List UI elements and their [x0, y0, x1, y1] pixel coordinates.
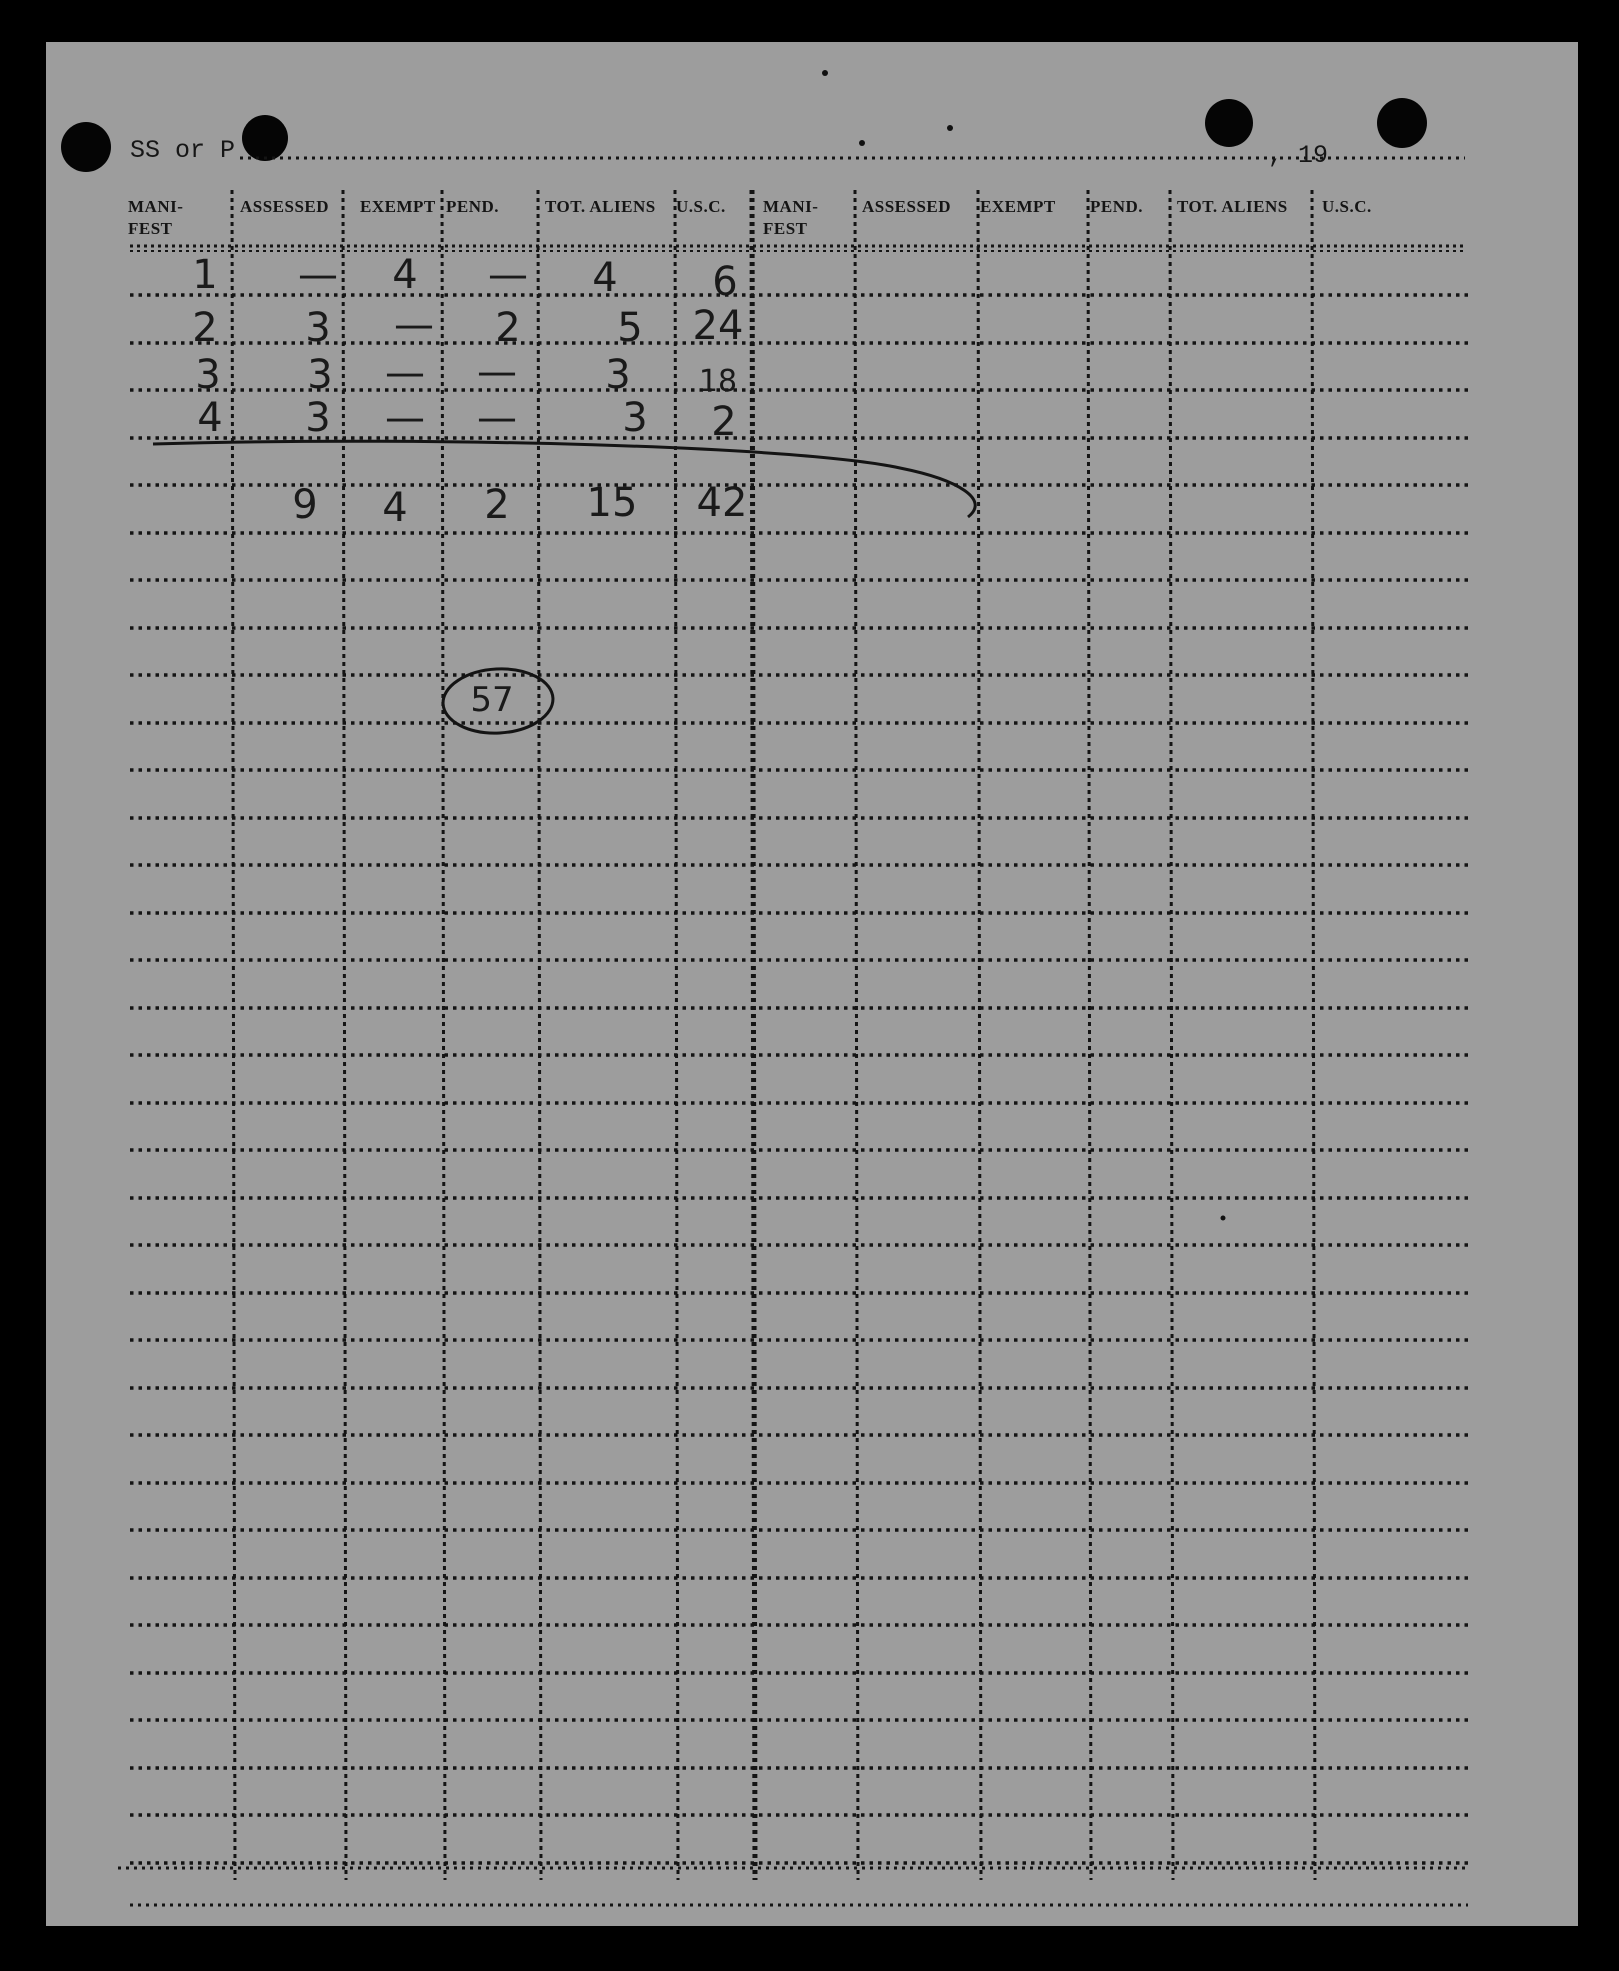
total-pend: 2: [484, 482, 510, 528]
entry-assessed: 3: [307, 352, 333, 398]
col-tot-aliens-header: TOT. ALIENS: [1177, 197, 1288, 216]
entry-exempt: —: [385, 350, 425, 396]
entry-exempt: 4: [392, 252, 418, 298]
total-tot-aliens: 15: [586, 480, 638, 526]
entry-tot-aliens: 3: [605, 352, 631, 398]
punch-hole-icon: [1205, 99, 1253, 147]
col-pend-header: PEND.: [446, 197, 500, 216]
col-assessed-header: ASSESSED: [862, 197, 952, 216]
entry-usc: 6: [712, 259, 738, 305]
entry-exempt: —: [394, 302, 434, 348]
total-usc: 42: [696, 480, 748, 526]
paper-sheet: [46, 42, 1578, 1926]
col-manifest-header: MANI- FEST: [128, 197, 184, 238]
entry-assessed: 3: [305, 305, 331, 351]
entry-manifest: 3: [195, 352, 221, 398]
col-usc-header: U.S.C.: [676, 197, 726, 216]
col-exempt-header: EXEMPT: [360, 197, 436, 216]
entry-tot-aliens: 5: [617, 305, 643, 351]
grand-total: 57: [470, 680, 514, 720]
col-assessed-header: ASSESSED: [240, 197, 330, 216]
entry-pend: —: [477, 395, 517, 441]
punch-hole-icon: [1377, 98, 1427, 148]
col-pend-header: PEND.: [1090, 197, 1144, 216]
col-tot-aliens-header: TOT. ALIENS: [545, 197, 656, 216]
entry-tot-aliens: 3: [622, 395, 648, 441]
entry-assessed: —: [298, 252, 338, 298]
entry-pend: —: [477, 349, 517, 395]
total-assessed: 9: [292, 482, 318, 528]
total-exempt: 4: [382, 485, 408, 531]
entry-tot-aliens: 4: [592, 255, 618, 301]
entry-usc: 18: [698, 364, 738, 399]
entry-usc: 24: [692, 303, 744, 349]
entry-manifest: 2: [192, 305, 218, 351]
vessel-label: SS or P: [130, 136, 236, 165]
entry-pend: 2: [495, 305, 521, 351]
col-manifest-header: MANI- FEST: [763, 197, 819, 238]
entry-assessed: 3: [305, 395, 331, 441]
entry-pend: —: [488, 252, 528, 298]
punch-hole-icon: [61, 122, 111, 172]
entry-manifest: 4: [197, 395, 223, 441]
col-exempt-header: EXEMPT: [980, 197, 1056, 216]
entry-manifest: 1: [192, 252, 218, 298]
entry-exempt: —: [385, 395, 425, 441]
col-usc-header: U.S.C.: [1322, 197, 1372, 216]
entry-usc: 2: [711, 399, 737, 445]
year-label: , 19: [1268, 141, 1329, 170]
punch-hole-icon: [242, 115, 288, 161]
